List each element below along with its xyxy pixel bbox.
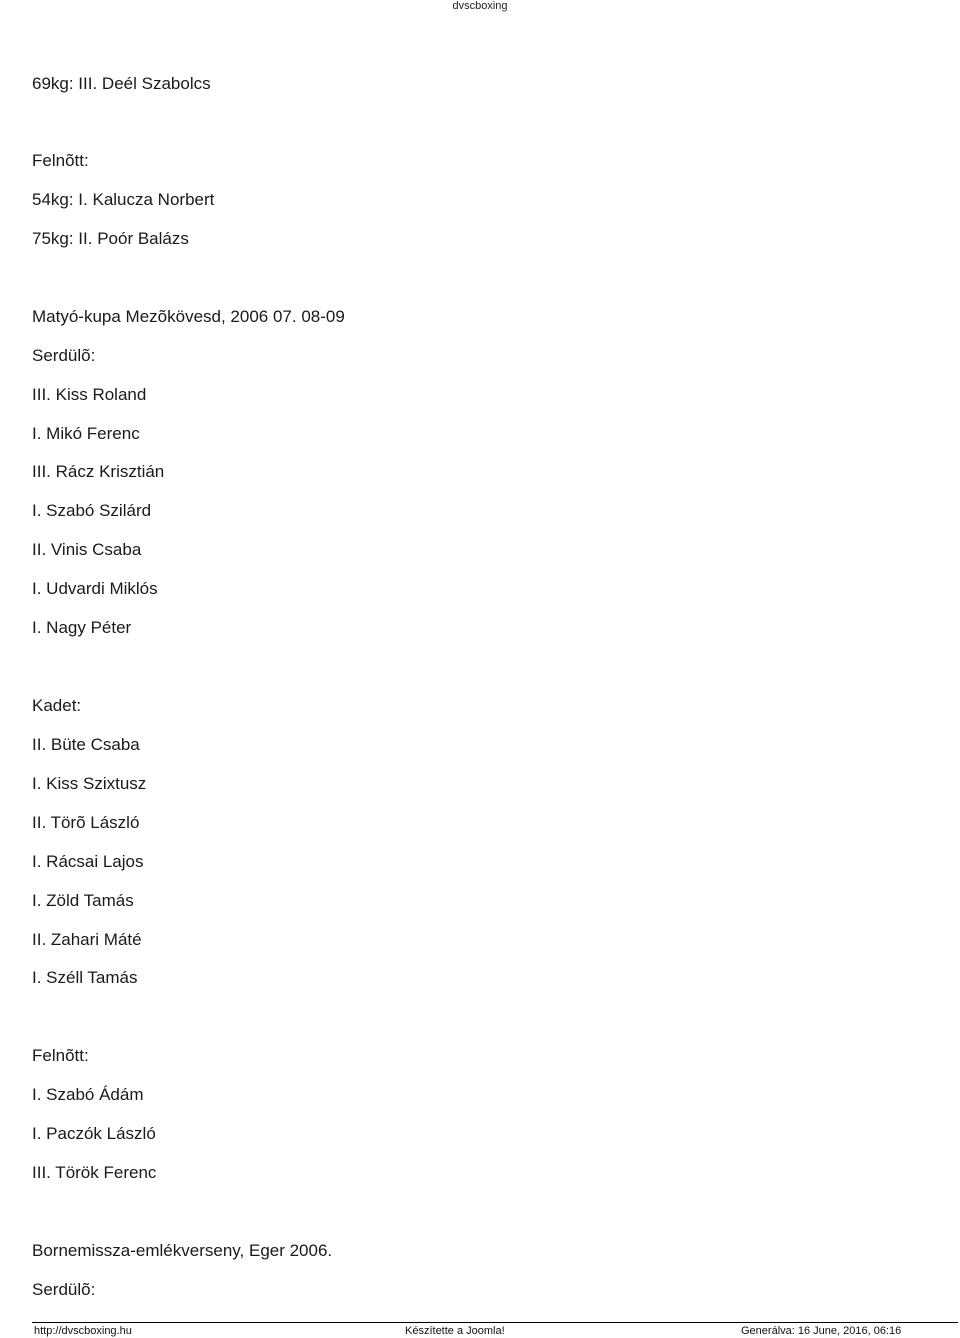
result-line: II. Büte Csaba: [32, 735, 140, 754]
event-heading: Bornemissza-emlékverseny, Eger 2006.: [32, 1241, 333, 1260]
result-line: I. Kiss Szixtusz: [32, 774, 147, 793]
category-heading: Kadet:: [32, 696, 82, 715]
footer-generated-timestamp: Generálva: 16 June, 2016, 06:16: [741, 1325, 902, 1337]
result-line: 69kg: III. Deél Szabolcs: [32, 74, 211, 93]
result-line: II. Törõ László: [32, 813, 140, 832]
footer-divider: [32, 1322, 958, 1323]
result-line: II. Zahari Máté: [32, 930, 142, 949]
result-line: I. Széll Tamás: [32, 968, 138, 987]
category-heading: Felnõtt:: [32, 151, 89, 170]
page-header-site-name: dvscboxing: [452, 0, 508, 12]
result-line: III. Török Ferenc: [32, 1163, 157, 1182]
result-line: II. Vinis Csaba: [32, 540, 142, 559]
result-line: I. Rácsai Lajos: [32, 852, 144, 871]
result-line: I. Mikó Ferenc: [32, 424, 140, 443]
result-line: I. Szabó Ádám: [32, 1085, 144, 1104]
result-line: I. Nagy Péter: [32, 618, 132, 637]
result-line: 75kg: II. Poór Balázs: [32, 229, 189, 248]
category-heading: Serdülõ:: [32, 1280, 96, 1299]
result-line: 54kg: I. Kalucza Norbert: [32, 190, 215, 209]
footer-url-link[interactable]: http://dvscboxing.hu: [34, 1325, 132, 1337]
result-line: III. Kiss Roland: [32, 385, 147, 404]
event-heading: Matyó-kupa Mezõkövesd, 2006 07. 08-09: [32, 307, 345, 326]
result-line: I. Szabó Szilárd: [32, 501, 152, 520]
result-line: I. Udvardi Miklós: [32, 579, 158, 598]
result-line: I. Paczók László: [32, 1124, 156, 1143]
result-line: III. Rácz Krisztián: [32, 462, 165, 481]
category-heading: Felnõtt:: [32, 1046, 89, 1065]
footer-made-with: Készítette a Joomla!: [405, 1325, 505, 1337]
category-heading: Serdülõ:: [32, 346, 96, 365]
result-line: I. Zöld Tamás: [32, 891, 134, 910]
